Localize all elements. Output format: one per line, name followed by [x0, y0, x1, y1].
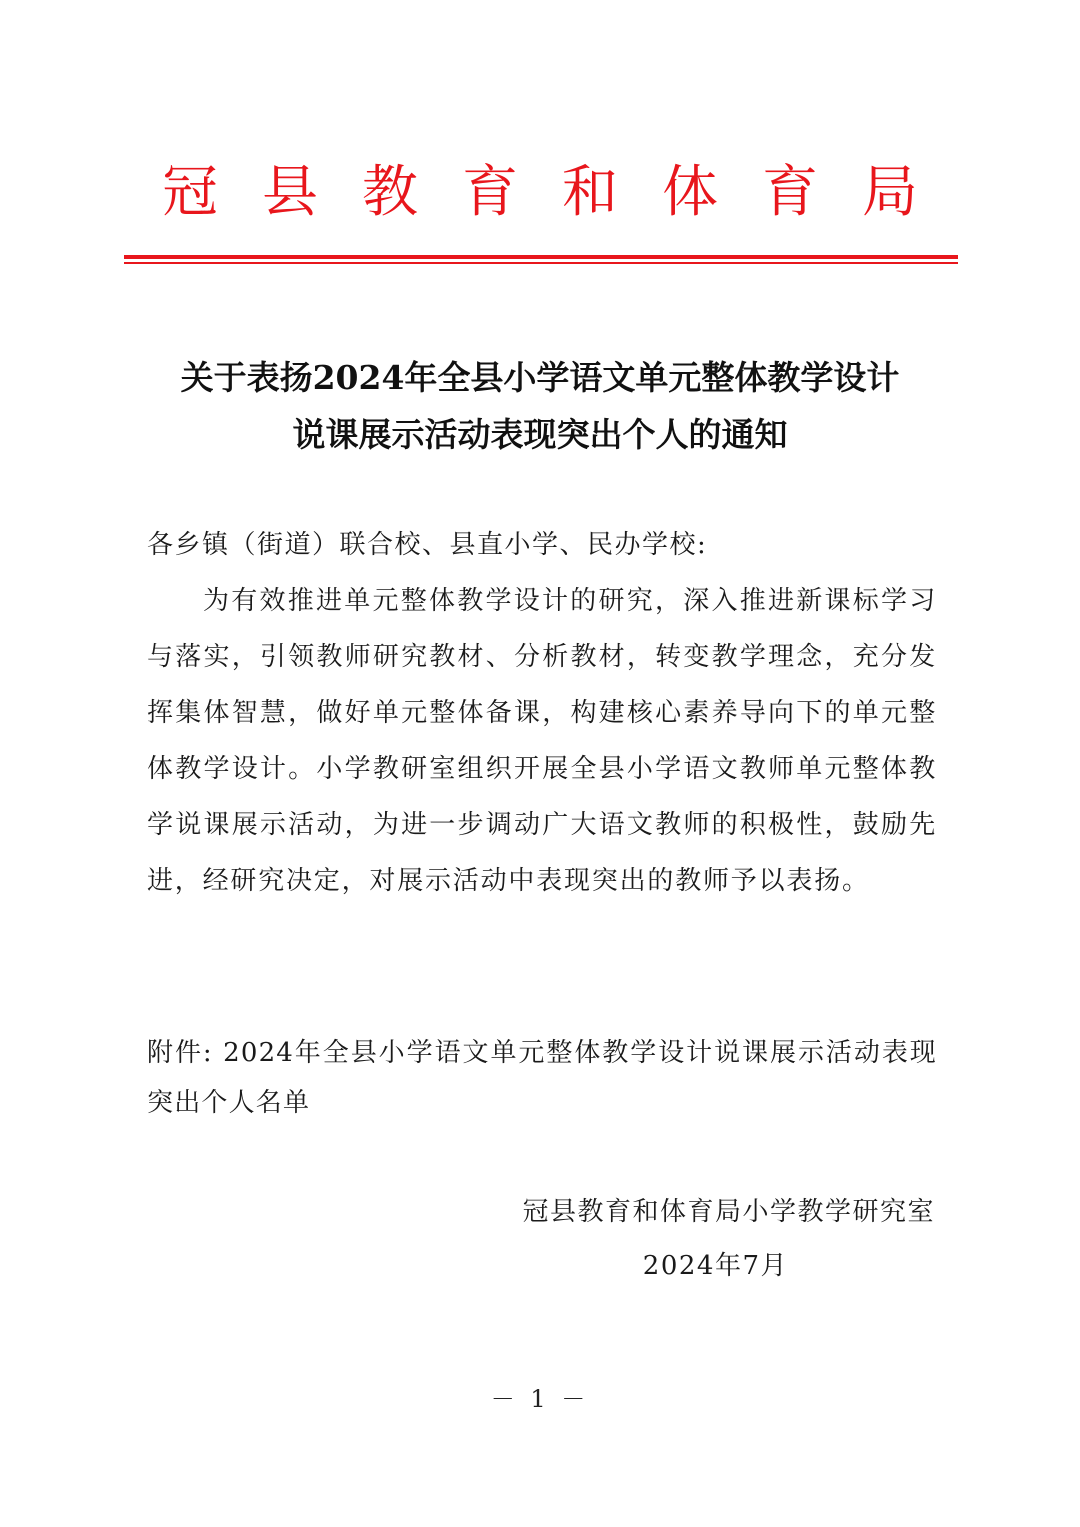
attachment-note: 附件: 2024年全县小学语文单元整体教学设计说课展示活动表现突出个人名单 — [147, 1038, 937, 1118]
notice-title-line-1: 关于表扬2024年全县小学语文单元整体教学设计 — [180, 358, 900, 397]
signature-organization: 冠县教育和体育局小学教学研究室 — [522, 1197, 935, 1227]
page-number: － 1 － — [490, 1385, 590, 1413]
body-paragraph: 为有效推进单元整体教学设计的研究，深入推进新课标学习与落实，引领教师研究教材、分析教材，转变教学理念，充分发挥集体智慧，做好单元整体备课，构建核心素养导向下的单元整体教学设计。小学教研室组织开展全县小学语文教师单元整体教学说课展示活动，为进一步调动广大语文教师的积极性，鼓励先进，经研究决定，对展示活动中表现突出的教师予以表扬。 — [147, 586, 937, 896]
salutation: 各乡镇（街道）联合校、县直小学、民办学校: — [147, 530, 708, 560]
letterhead-org-name: 冠县教育和体育局 — [162, 160, 962, 225]
signature-date: 2024年7月 — [642, 1251, 788, 1281]
notice-title-line-2: 说课展示活动表现突出个人的通知 — [292, 415, 788, 454]
letterhead-red-rule-thin — [124, 262, 958, 264]
letterhead-red-rule-thick — [124, 255, 958, 259]
